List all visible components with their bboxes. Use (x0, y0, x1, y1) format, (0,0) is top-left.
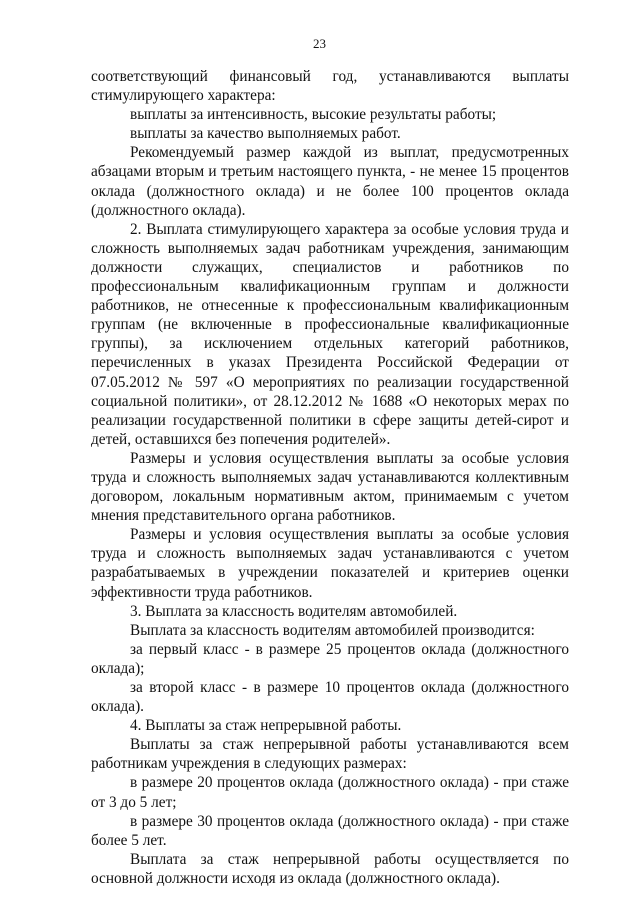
paragraph: за второй класс - в размере 10 процентов оклада (должностного оклада). (91, 679, 569, 716)
paragraph: выплаты за интенсивность, высокие результаты работы; (130, 106, 497, 124)
paragraph: Выплаты за стаж непрерывной работы устанавливаются всем работникам учреждения в следующих размерах: (91, 736, 569, 773)
paragraph: Размеры и условия осуществления выплаты за особые условия труда и сложность выполняемых задач устанавливаются коллективным договором, локальным нормативным актом, принимаемым с учетом мнения представительного органа работников. (91, 449, 569, 525)
paragraph: Выплата за классность водителям автомобилей производится: (130, 621, 535, 639)
paragraph: в размере 20 процентов оклада (должностного оклада) - при стаже от 3 до 5 лет; (91, 774, 569, 811)
paragraph: Размеры и условия осуществления выплаты за особые условия труда и сложность выполняемых задач устанавливаются с учетом разрабатываемых в учреждении показателей и критериев оценки эффективности труда работников. (91, 526, 569, 601)
paragraph: 2. Выплата стимулирующего характера за особые условия труда и сложность выполняемых задач работникам учреждения, занимающим должности служащих, специалистов и работников по профессиональным квалификационным группам и должности работников, не отнесенные к профессиональным квалификационным группам (не включенные в профессиональные квалификационные группы), за исключением отдельных категорий работников, перечисленных в указах Президента Российской Федерации от 07.05.2012 № 597 «О мероприятиях по реализации государственной социальной политики», от 28.12.2012 № 1688 «О некоторых мерах по реализации государственной политики в сфере защиты детей-сирот и детей, оставшихся без попечения родителей». (91, 220, 569, 448)
paragraph: Выплата за стаж непрерывной работы осуществляется по основной должности исходя из оклада (должностного оклада). (91, 850, 569, 887)
paragraph: 4. Выплаты за стаж непрерывной работы. (130, 717, 402, 735)
paragraph: в размере 30 процентов оклада (должностного оклада) - при стаже более 5 лет. (91, 812, 569, 849)
document-body (91, 67, 569, 888)
paragraph: 3. Выплата за классность водителям автомобилей. (130, 602, 458, 620)
paragraph: за первый класс - в размере 25 процентов оклада (должностного оклада); (91, 640, 569, 677)
paragraph: соответствующий финансовый год, устанавливаются выплаты стимулирующего характера: (91, 68, 569, 105)
paragraph: Рекомендуемый размер каждой из выплат, предусмотренных абзацами вторым и третьим настоящего пункта, - не менее 15 процентов оклада (должностного оклада) и не более 100 процентов оклада (должностного оклада). (91, 144, 569, 219)
page-number: 23 (313, 36, 326, 51)
paragraph: выплаты за качество выполняемых работ. (130, 125, 401, 143)
